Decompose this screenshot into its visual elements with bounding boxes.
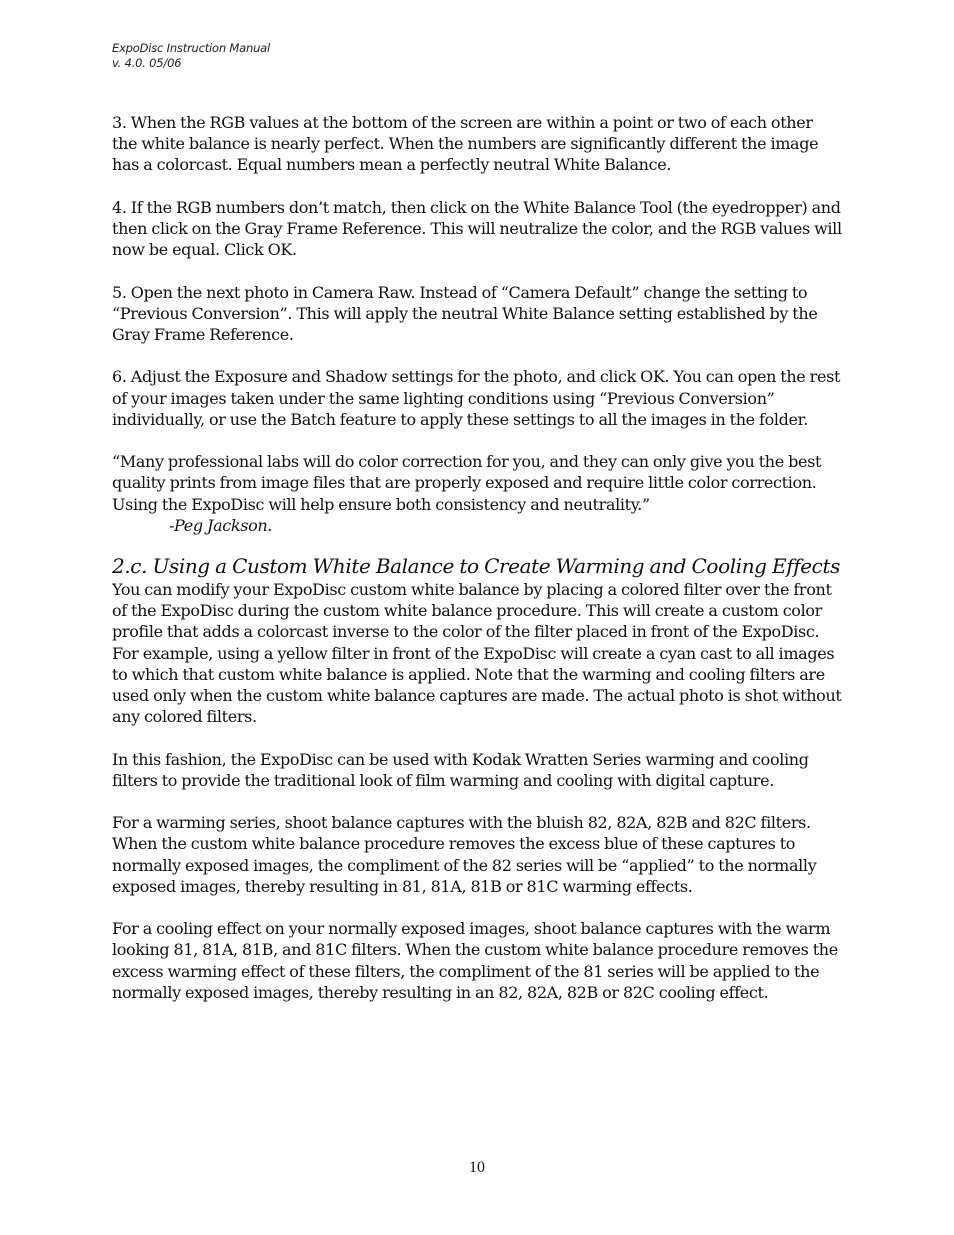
- step-4-paragraph: 4. If the RGB numbers don’t match, then click on the White Balance Tool (the eyedropper) and then click on the Gray Frame Reference. This will neutralize the color, and the RGB values will now be equal. Click OK.: [112, 197, 842, 260]
- section-heading: 2.c. Using a Custom White Balance to Create Warming and Cooling Effects: [112, 554, 840, 578]
- section-paragraph-4: For a cooling effect on your normally exposed images, shoot balance captures with the warm looking 81, 81A, 81B, and 81C filters. When the custom white balance procedure removes the excess warming effect of these filters, the compliment of the 81 series will be applied to the normally exposed images, thereby resulting in an 82, 82A, 82B or 82C cooling effect.: [112, 919, 838, 1002]
- step-3-paragraph: 3. When the RGB values at the bottom of the screen are within a point or two of each other the white balance is nearly perfect. When the numbers are significantly different the image has a colorcast. Equal numbers mean a perfectly neutral White Balance.: [112, 113, 819, 175]
- manual-title: ExpoDisc Instruction Manual: [112, 41, 271, 55]
- section-paragraph-2: In this fashion, the ExpoDisc can be used with Kodak Wratten Series warming and cooling filters to provide the traditional look of film warming and cooling with digital capture.: [112, 749, 809, 790]
- step-5-paragraph: 5. Open the next photo in Camera Raw. Instead of “Camera Default” change the setting to “Previous Conversion”. This will apply the neutral White Balance setting established by the Gray Frame Reference.: [112, 282, 818, 344]
- page-content: [112, 112, 842, 1024]
- page-number: 10: [469, 1159, 485, 1176]
- section-paragraph-1: You can modify your ExpoDisc custom white balance by placing a colored filter over the front of the ExpoDisc during the custom white balance procedure. This will create a custom color profile that adds a colorcast inverse to the color of the filter placed in front of the ExpoDisc. For example, using a yellow filter in front of the ExpoDisc will create a cyan cast to all images to which that custom white balance is applied. Note that the warming and cooling filters are used only when the custom white balance captures are made. The actual photo is shot without any colored filters.: [112, 580, 842, 727]
- section-paragraph-3: For a warming series, shoot balance captures with the bluish 82, 82A, 82B and 82C filters. When the custom white balance procedure removes the excess blue of these captures to normally exposed images, the compliment of the 82 series will be “applied” to the normally exposed images, thereby resulting in 81, 81A, 81B or 81C warming effects.: [112, 813, 817, 896]
- quote-text: “Many professional labs will do color correction for you, and they can only give you the best quality prints from image files that are properly exposed and require little color correction. Using the ExpoDisc will help ensure both consistency and neutrality.”: [112, 452, 822, 514]
- quote-attribution: -Peg Jackson.: [169, 515, 273, 535]
- page-header: [112, 41, 270, 71]
- step-6-paragraph: 6. Adjust the Exposure and Shadow settings for the photo, and click OK. You can open the rest of your images taken under the same lighting conditions using “Previous Conversion” individually, or use the Batch feature to apply these settings to all the images in the folder.: [112, 367, 841, 429]
- manual-version: v. 4.0. 05/06: [112, 56, 182, 70]
